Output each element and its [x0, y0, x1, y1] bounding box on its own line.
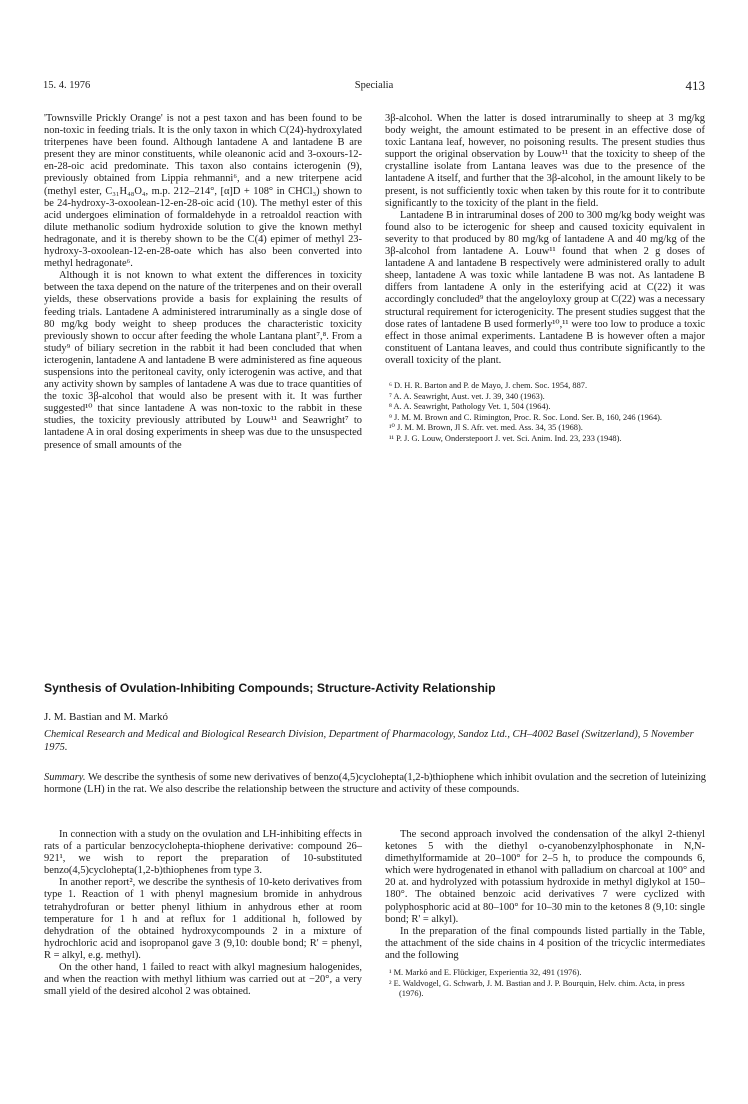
footnotes	[385, 381, 705, 445]
article-title: Synthesis of Ovulation-Inhibiting Compounds; Structure-Activity Relationship	[44, 681, 496, 695]
left-column	[44, 113, 362, 452]
article-left-column	[44, 829, 362, 998]
footnote: ¹ M. Markó and E. Flückiger, Experientia 32, 491 (1976).	[389, 968, 582, 978]
page-header	[43, 80, 705, 98]
paragraph: In connection with a study on the ovulation and LH-inhibiting effects in rats of a particular benzocyclohepta-thiophene derivative: compound 26–921¹, we wish to report the preparation of 10-substituted benzo(4,5)cyclohepta(1,2-b)thiophenes from type 3.	[44, 829, 362, 877]
summary-text: We describe the synthesis of some new derivatives of benzo(4,5)cyclohepta(1,2-b)thiophene which inhibit ovulation and the secretion of luteinizing hormone (LH) in the rat. We also describe the relationship between the structure and activity of these compounds.	[44, 772, 707, 796]
paragraph: Although it is not known to what extent the differences in toxicity between the taxa depend on the nature of the triterpenes and on their overall yields, these observations provide a basis for explaining the results of feeding trials. Lantadene A administered intraruminally as a single dose of 80 mg/kg body weight to sheep produces the characteristic toxicity previously shown to occur after feeding the whole Lantana plant⁷,⁸. From a study⁹ of biliary secretion in the rabbit it had been concluded that when icterogenin, lantadene A and lantadene B were administered as fine aqueous suspensions into the peritoneal cavity, only icterogenin was active, and that any activity shown by samples of lantadene A was due to trace quantities of the toxic 3β-alcohol that would also be present with it. It was further suggested¹⁰ that since lantadene A was non-toxic to the rabbit in these studies, the toxicity previously attributed by Louw¹¹ and Seawright⁷ to lantadene A in oral dosing experiments in sheep was due to the unsuspected presence of small amounts of the	[44, 270, 362, 451]
paragraph: In another report², we describe the synthesis of 10-keto derivatives from type 1. Reaction of 1 with phenyl magnesium bromide in anhydrous tetrahydrofuran or better phenyl lithium in anhydrous ether at room temperature for 1 h and at reflux for 1 additional h, followed by dehydration of the obtained hydroxycompounds 2 in a mixture of hydrochloric acid and isopropanol gave 3 (9,10: double bond; R' = phenyl, R = alkyl, e.g. methyl).	[44, 877, 362, 961]
paragraph: The second approach involved the condensation of the alkyl 2-thienyl ketones 5 with the diethyl o-cyanobenzylphosphonate in N,N-dimethylformamide at 20–100° for 2–5 h, to produce the compounds 6, which were hydrogenated in ethanol with palladium on charcoal at 100° and 20 at. and hydrolyzed with potassium hydroxide in methyl diglykol at 150–180°. The obtained benzoic acid derivatives 7 were cyclized with polyphosphoric acid at 80–100° for 10–30 min to the ketones 8 (9,10: single bond; R' = alkyl).	[385, 829, 705, 925]
footnote: ⁷ A. A. Seawright, Aust. vet. J. 39, 340 (1963).	[389, 391, 545, 401]
page-number: 413	[685, 78, 705, 93]
right-column	[385, 113, 705, 445]
journal-section: Specialia	[354, 80, 394, 91]
paragraph: On the other hand, 1 failed to react with alkyl magnesium halogenides, and when the reaction with methyl lithium was carried out at −20°, a very small yield of the desired alcohol 2 was obtained.	[44, 962, 362, 998]
issue-date: 15. 4. 1976	[43, 80, 91, 91]
summary-label: Summary.	[44, 772, 86, 783]
article-right-column	[385, 829, 705, 1000]
footnote: ⁶ D. H. R. Barton and P. de Mayo, J. chem. Soc. 1954, 887.	[389, 380, 588, 390]
article-affiliation: Chemical Research and Medical and Biological Research Division, Department of Pharmacology, Sandoz Ltd., CH–4002 Basel (Switzerland), 5 November 1975.	[44, 729, 694, 753]
article-authors: J. M. Bastian and M. Markó	[44, 711, 169, 723]
paragraph: 3β-alcohol. When the latter is dosed intraruminally to sheep at 3 mg/kg body weight, the amount estimated to be present in an effective dose of toxic Lantana leaf, however, no poisoning results. The present studies thus support the original observation by Louw¹¹ that the toxicity to sheep of the crystalline isolate from Lantana leaves was due to the presence of the lantadene A itself, and further that the 3β-alcohol, in the amount likely to be present, is not sufficiently toxic when taken by this route for it to contribute significantly to the toxicity of the plant in the field.	[385, 113, 705, 209]
article-summary	[44, 772, 706, 797]
footnote: ¹¹ P. J. G. Louw, Onderstepoort J. vet. Sci. Anim. Ind. 23, 233 (1948).	[389, 433, 622, 443]
paragraph: Lantadene B in intraruminal doses of 200 to 300 mg/kg body weight was found also to be icterogenic for sheep and caused toxicity equivalent in severity to that produced by 80 mg/kg of lantadene A and 40 mg/kg of the 3β-alcohol from lantadene A. Louw¹¹ found that when 2 g doses of lantadene A and lantadene B respectively were administered orally to adult sheep, lantadene A was toxic while lantadene B was not. As lantadene B differs from lantadene A only in the esterifying acid at C(22) it was accordingly concluded⁹ that the angeloyloxy group at C(22) was a necessary structural requirement for icterogenicity. The present studies suggest that the dose rates of lantadene B used formerly¹⁰,¹¹ were too low to produce a toxic effect in those animal experiments. Lantadene B is however often a major constituent of Lantana leaves, and could thus contribute significantly to the overall toxicity of the plant.	[385, 209, 705, 366]
paragraph: 'Townsville Prickly Orange' is not a pest taxon and has been found to be non-toxic in feeding trials. It is the only taxon in which C(24)-hydroxylated triterpenes have been found. Although lantadene A and lantadene B are present they are minor constituents, while oleanonic acid and 3-oxours-12-en-28-oic acid predominate. This taxon also contains icterogenin (9), previously obtained from Lippia rehmanni⁶, and a new triterpene acid (methyl ester, C₃₁H₄₈O₄, m.p. 212–214°, [α]D + 108° in CHCl₃) shown to be 24-hydroxy-3-oxoolean-12-en-28-oic acid (10). The methyl ester of this acid undergoes elimination of formaldehyde in a retroaldol reaction with dilute methanolic sodium hydroxide solution to give the known methyl hedragonate, and it is thereby shown to be the C(4) epimer of methyl 23-hydroxy-3-oxoolean-12-en-28-oate which has also been converted into methyl hedragonate⁶.	[44, 113, 362, 270]
footnote: ⁹ J. M. M. Brown and C. Rimington, Proc. R. Soc. Lond. Ser. B, 160, 246 (1964).	[389, 412, 663, 422]
footnotes	[385, 968, 705, 1000]
footnote: ⁸ A. A. Seawright, Pathology Vet. 1, 504 (1964).	[389, 402, 551, 412]
footnote: ¹⁰ J. M. M. Brown, Jl S. Afr. vet. med. Ass. 34, 35 (1968).	[389, 423, 583, 433]
footnote: ² E. Waldvogel, G. Schwarb, J. M. Bastian and J. P. Bourquin, Helv. chim. Acta, in press (1976).	[389, 978, 685, 999]
paragraph: In the preparation of the final compounds listed partially in the Table, the attachment of the side chains in 4 position of the tricyclic intermediates and the following	[385, 925, 705, 961]
